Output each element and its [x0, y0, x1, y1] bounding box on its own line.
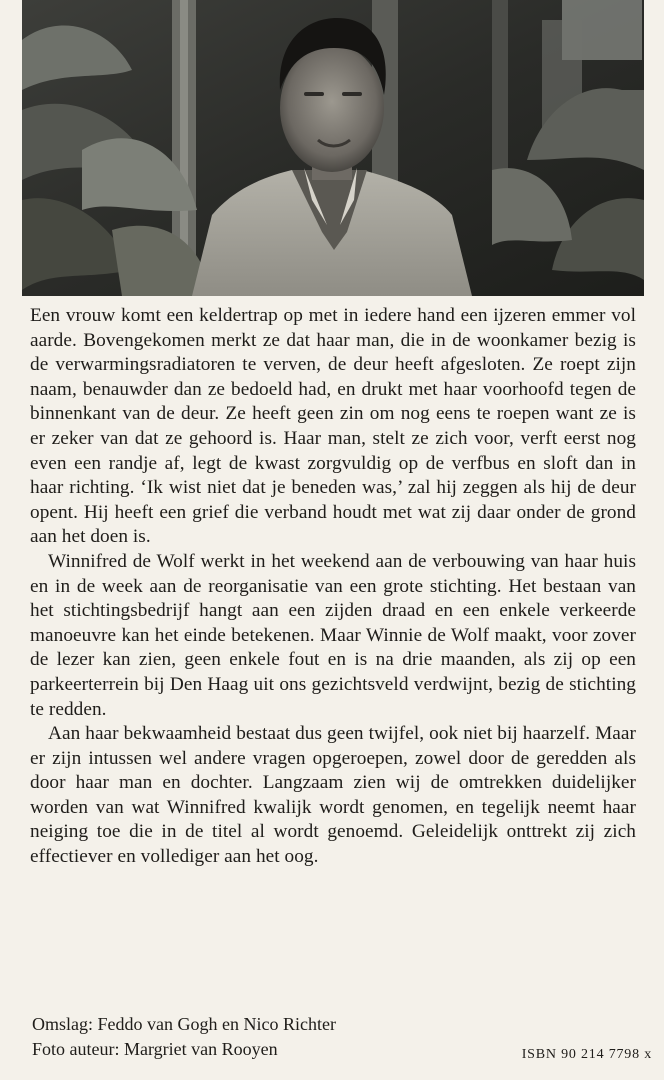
author-photo: [22, 0, 644, 296]
blurb-paragraph-3: Aan haar bekwaamheid bestaat dus geen twijfel, ook niet bij haarzelf. Maar er zijn intussen wel andere vragen opgeroepen, zowel door de geredden als door haar man en dochter. Langzaam zien wij de omtrekken duidelijker worden van wat Winnifred kwalijk wordt genomen, en tegelijk neemt haar neiging toe die in de titel al wordt genoemd. Geleidelijk onttrekt zij zich effectiever en vollediger aan het oog.: [30, 723, 636, 868]
blurb-paragraph-2: Winnifred de Wolf werkt in het weekend aan de verbouwing van haar huis en in de week aan de reorganisatie van een grote stichting. Het bestaan van het stichtingsbedrijf hangt aan een zijden draad en een enkele verkeerde manoeuvre kan het einde betekenen. Maar Winnie de Wolf maakt, voor zover de lezer kan zien, geen enkele fout en is na drie maanden, als zij op een parkeerterrein bij Den Haag uit ons gezichtsveld verdwijnt, bezig de stichting te redden.: [30, 550, 636, 720]
blurb-text: [30, 304, 636, 870]
photo-credit: Foto auteur: Margriet van Rooyen: [32, 1039, 278, 1059]
isbn-number: ISBN 90 214 7798 x: [521, 1047, 652, 1062]
author-photo-image: [22, 0, 644, 296]
blurb-paragraph-1: Een vrouw komt een keldertrap op met in iedere hand een ijzeren emmer vol aarde. Bovengekomen merkt ze dat haar man, die in de woonkamer bezig is de verwarmingsradiatoren te verven, de deur heeft afgesloten. Ze roept zijn naam, benauwder dan ze bedoeld had, en drukt met haar voorhoofd tegen de binnenkant van de deur. Ze heeft geen zin om nog eens te roepen want ze is er zeker van dat ze gehoord is. Haar man, stelt ze zich voor, verft eerst nog even een randje af, legt de kwast zorgvuldig op de verfbus en sloft dan in haar richting. ‘Ik wist niet dat je beneden was,’ zal hij zeggen als hij de deur opent. Hij heeft een grief die verband houdt met wat zij daar onder de grond aan het doen is.: [30, 305, 636, 548]
cover-credit: Omslag: Feddo van Gogh en Nico Richter: [32, 1014, 336, 1034]
